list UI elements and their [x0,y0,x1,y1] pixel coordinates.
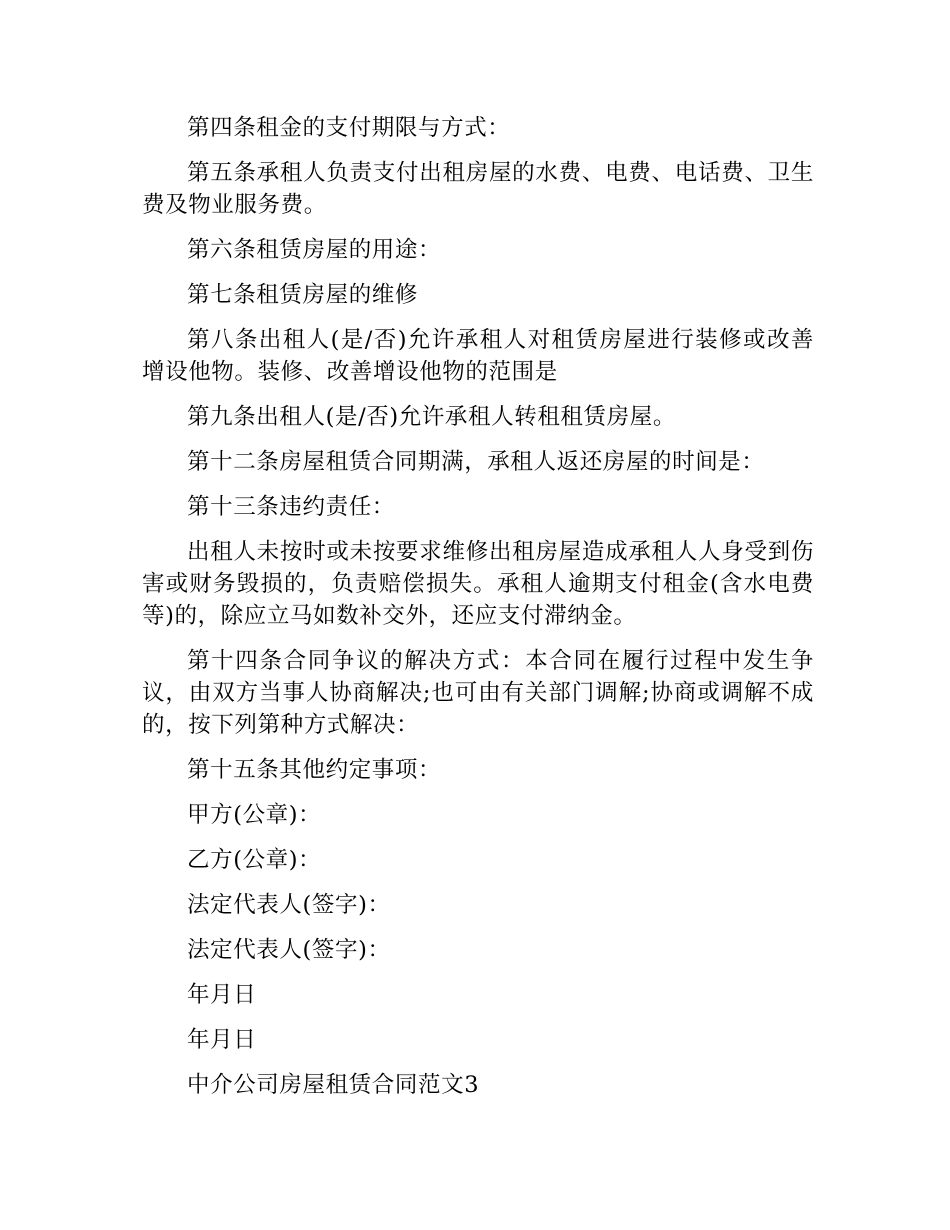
clause-13-breach-heading: 第十三条违约责任： [187,494,395,520]
party-a-seal: 甲方(公章)： [187,802,322,828]
clause-9-sublease: 第九条出租人(是/否)允许承租人转租租赁房屋。 [187,404,676,430]
clause-14-dispute-resolution: 第十四条合同争议的解决方式：本合同在履行过程中发生争议，由双方当事人协商解决;也可由有关部门调解;协商或调解不成的，按下列第种方式解决： [142,648,814,738]
document-page [142,112,814,1114]
clause-15-other-terms: 第十五条其他约定事项： [187,757,442,783]
clause-5-utility-fees: 第五条承租人负责支付出租房屋的水费、电费、电话费、卫生费及物业服务费。 [142,160,814,218]
clause-7-maintenance: 第七条租赁房屋的维修 [187,282,419,308]
date-line-b: 年月日 [187,1027,257,1053]
clause-12-return-time: 第十二条房屋租赁合同期满，承租人返还房屋的时间是： [187,449,765,475]
clause-8-renovation: 第八条出租人(是/否)允许承租人对租赁房屋进行装修或改善增设他物。装修、改善增设他物的范围是 [142,327,814,385]
section-title-sample-3: 中介公司房屋租赁合同范文3 [187,1072,480,1098]
legal-representative-signature-a: 法定代表人(签字)： [187,892,391,918]
date-line-a: 年月日 [187,982,257,1008]
clause-13-breach-body: 出租人未按时或未按要求维修出租房屋造成承租人人身受到伤害或财务毁损的，负责赔偿损失。承租人逾期支付租金(含水电费等)的，除应立马如数补交外，还应支付滞纳金。 [142,539,814,629]
clause-6-usage: 第六条租赁房屋的用途： [187,237,442,263]
party-b-seal: 乙方(公章)： [187,847,322,873]
legal-representative-signature-b: 法定代表人(签字)： [187,937,391,963]
clause-4-payment-terms: 第四条租金的支付期限与方式： [187,115,511,141]
